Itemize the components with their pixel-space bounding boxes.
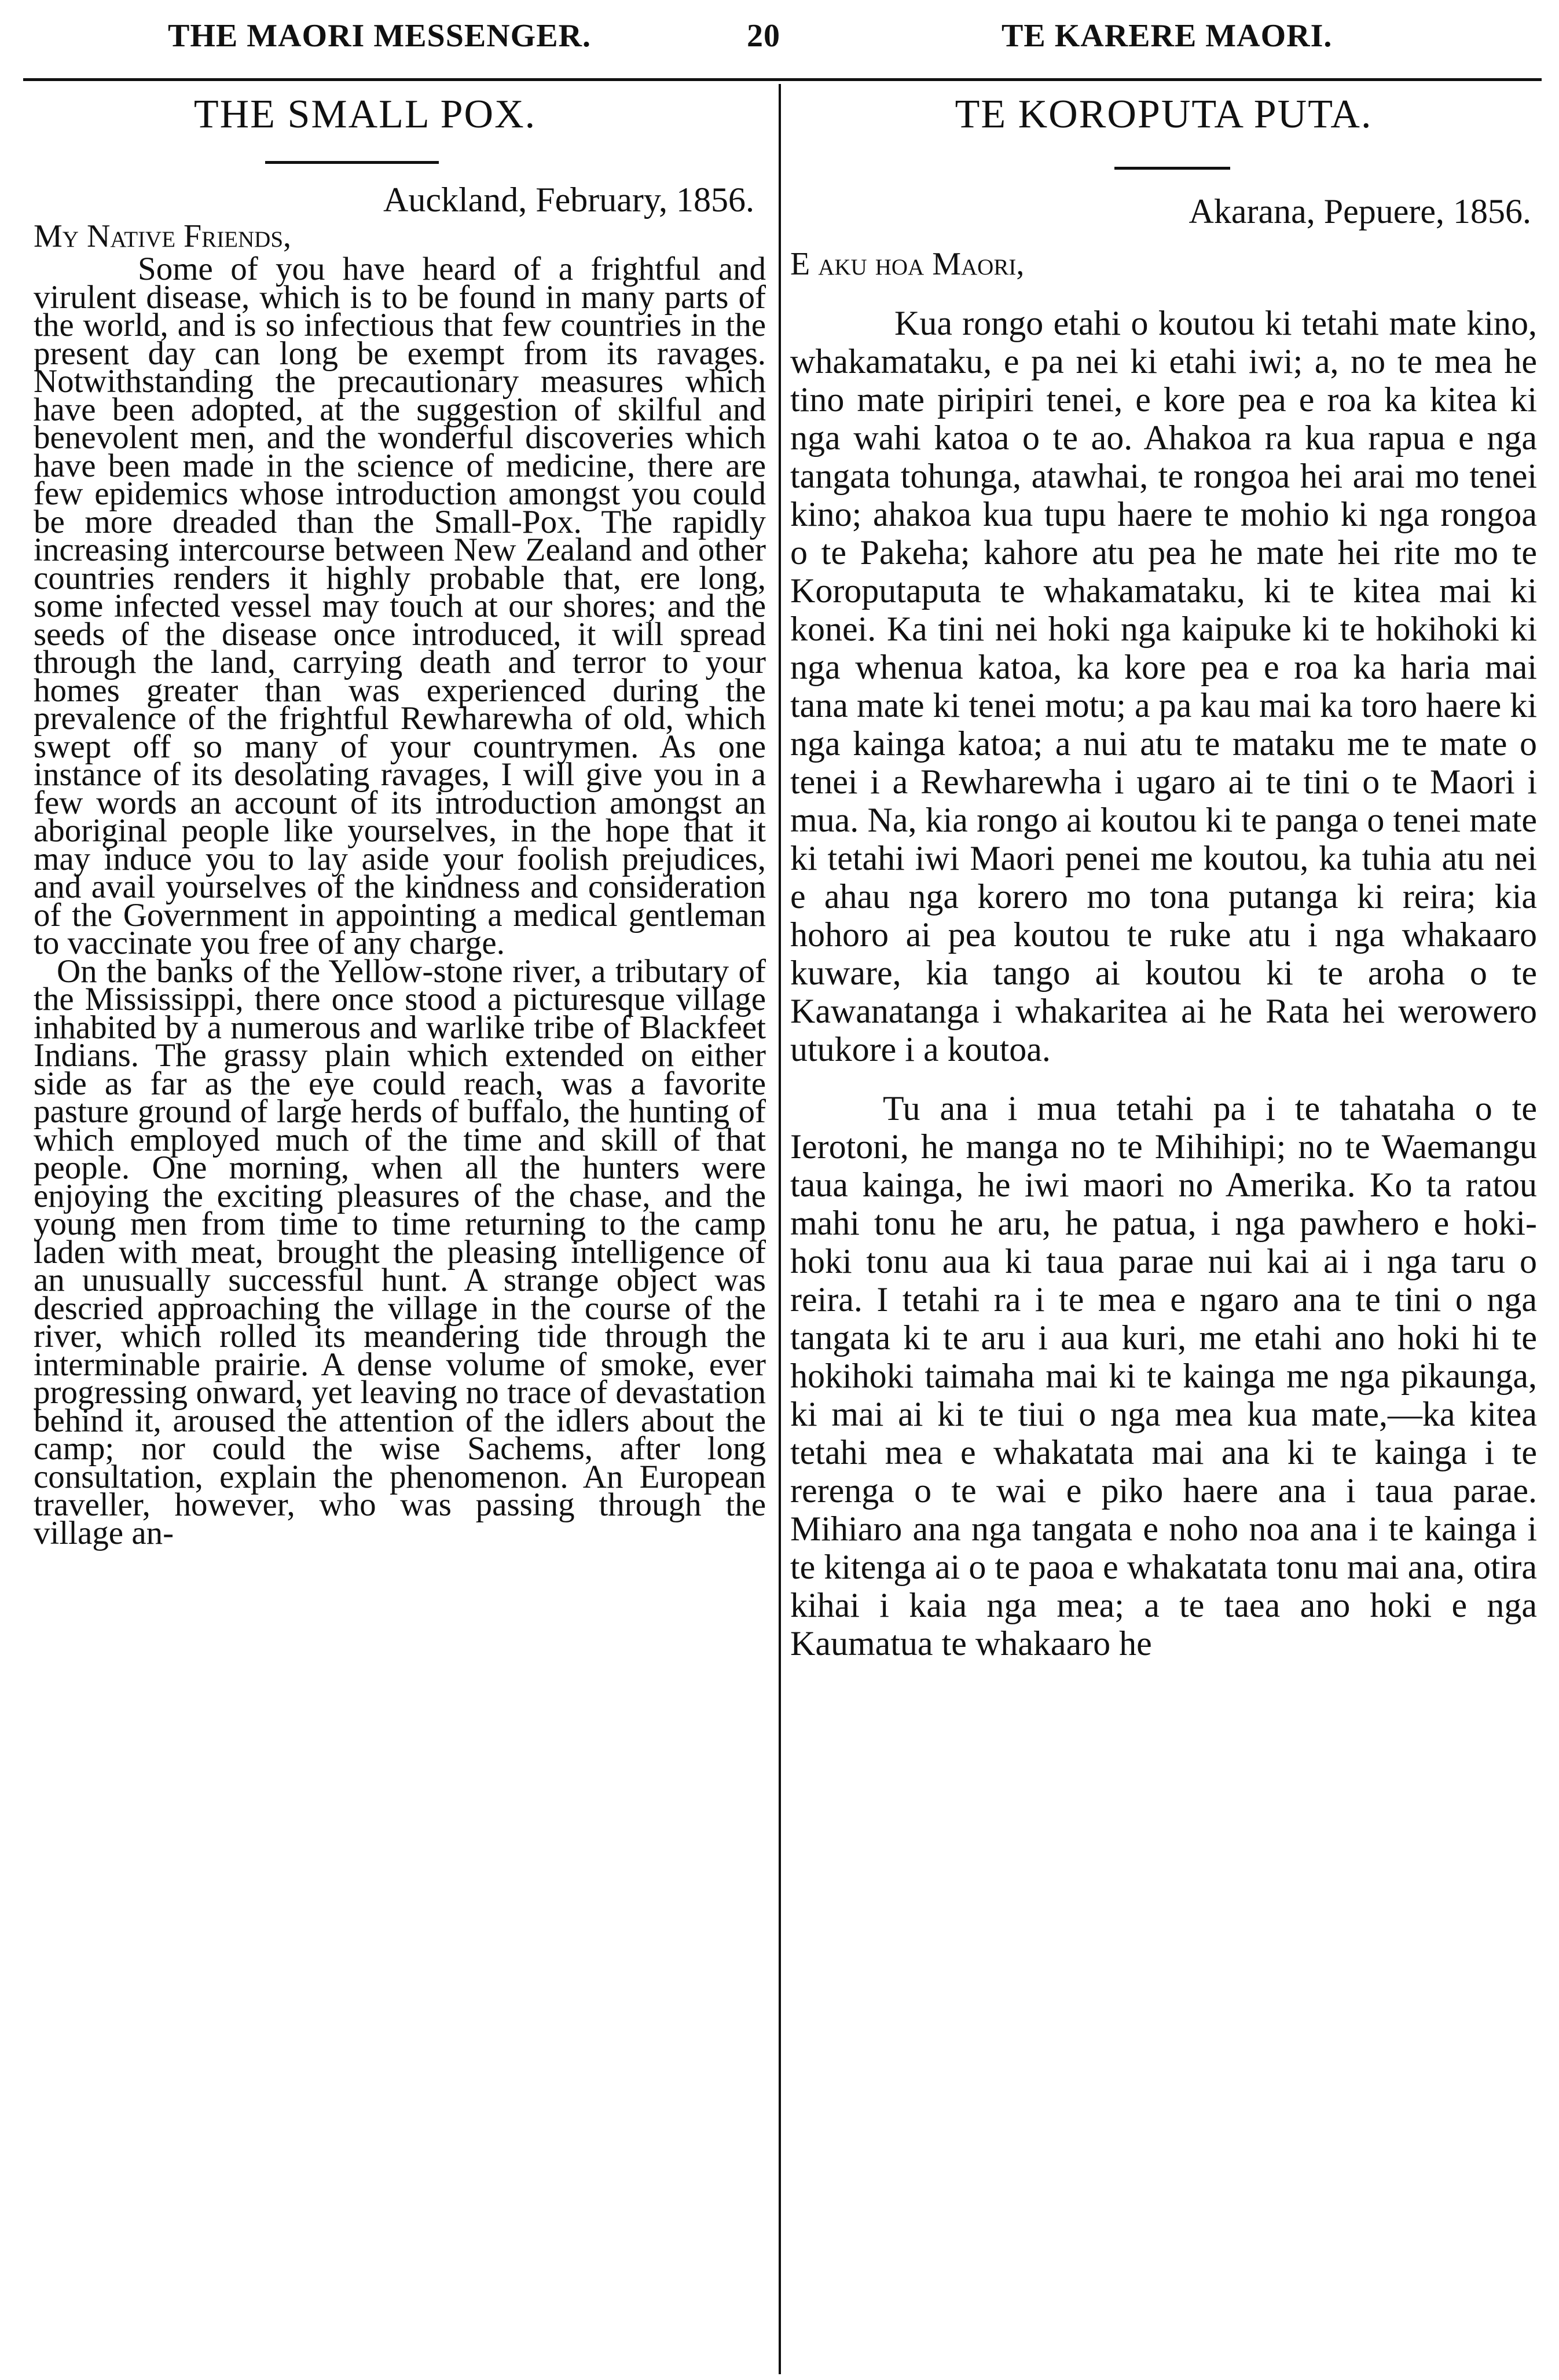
english-column <box>34 87 766 2374</box>
title-rule <box>265 161 439 164</box>
paragraph: Kua rongo etahi o koutou ki tetahi mate kino, whakamataku, e pa nei ki etahi iwi; a, no te mea he tino mate piripiri tenei, e kore pea e roa ka kitea ki nga wahi katoa o te ao. Ahakoa ra kua rapua e nga tangata tohunga, atawhai, te rongoa hei arai mo tenei kino; ahakoa kua tupu haere te mohio ki nga rongoa o te Pakeha; kahore atu pea he mate hei rite mo te Koroputaputa te whakamataku, ki te kitea mai ki konei. Ka tini nei hoki nga kaipuke ki te hokihoki ki nga whenua katoa, ka kore pea e roa ka haria mai tana mate ki tenei motu; a pa kau mai ka toro haere ki nga kainga katoa; a nui atu te mataku me te mate o tenei i a Rewharewha i ugaro ai te tini o te Maori i mua. Na, kia rongo ai koutou ki te panga o tenei mate ki tetahi iwi Maori penei me koutou, ka tuhia atu nei e ahau nga korero mo tona putanga ki reira; kia hohoro ai pea koutou te ruke atu i nga whakaaro kuware, kia tango ai koutou ki te aroha o te Kawanatanga i whakaritea ai he Rata hei werowero utukore i a koutoa. <box>790 304 1537 1068</box>
paragraph: Tu ana i mua tetahi pa i te tahataha o te Ierotoni, he manga no te Mihihipi; no te Waemangu taua kainga, he iwi maori no Amerika. Ko ta ratou mahi tonu he aru, he patua, i nga pawhero e hoki-hoki tonu aua ki taua parae nui kai ai i nga taru o reira. I tetahi ra i te mea e ngaro ana te tini o nga tangata ki te aru i aua kuri, me etahi ano hoki hi te hokihoki taimaha mai ki te kainga me nga pikaunga, ki mai ai ki te tiui o nga mea kua mate,—ka kitea tetahi mea e whakatata mai ana ki te kainga i te rerenga o te wai e piko haere ana i taua parae. Mihiaro ana nga tangata e noho noa ana i te kainga i te kitenga ai o te paoa e whakatata tonu mai ana, otira kihai i kaia nga mea; a te taea ano hoki e nga Kaumatua te whakaaro he <box>790 1089 1537 1663</box>
running-head <box>23 12 1536 69</box>
article-body-english <box>34 251 766 1551</box>
article-title-english: THE SMALL POX. <box>193 92 537 137</box>
masthead-maori: TE KARERE MAORI. <box>1002 18 1333 54</box>
salutation-english: My Native Friends, <box>34 218 292 254</box>
page-number: 20 <box>747 18 780 54</box>
masthead-english: THE MAORI MESSENGER. <box>168 18 591 54</box>
dateline-english: Auckland, February, 1856. <box>383 181 754 219</box>
title-rule <box>1114 167 1230 170</box>
paragraph: Some of you have heard of a frightful and virulent disease, which is to be found in many parts of the world, and is so infectious that few countries in the present day can long be exempt from its ravages. Notwithstanding the precautionary measures which have been adopted, at the suggestion of skilful and benevolent men, and the wonderful discoveries which have been made in the science of medicine, there are few epidemics whose introduction amongst you could be more dreaded than the Small-Pox. The rapidly increasing intercourse between New Zealand and other countries renders it highly probable that, ere long, some infected vessel may touch at our shores; and the seeds of the disease once introduced, it will spread through the land, carrying death and terror to your homes greater than was experienced during the prevalence of the frightful Rewharewha of old, which swept off so many of your countrymen. As one instance of its desolating ravages, I will give you in a few words an account of its introduction amongst an aboriginal people like yourselves, in the hope that it may induce you to lay aside your foolish prejudices, and avail yourselves of the kindness and consideration of the Government in appointing a medical gentleman to vaccinate you free of any charge. <box>34 251 766 961</box>
article-title-maori: TE KOROPUTA PUTA. <box>955 92 1373 137</box>
column-divider <box>779 84 781 2374</box>
salutation-maori: E aku hoa Maori, <box>790 246 1025 282</box>
article-body-maori <box>790 304 1537 1663</box>
paragraph: On the banks of the Yellow-stone river, a tributary of the Mississippi, there once stood a picturesque village inhabited by a numerous and warlike tribe of Blackfeet Indians. The grassy plain which extended on either side as far as the eye could reach, was a favorite pasture ground of large herds of buffalo, the hunting of which employed much of the time and skill of that people. One morning, when all the hunters were enjoying the exciting pleasures of the chase, and the young men from time to time returning to the camp laden with meat, brought the pleasing intelligence of an unusually successful hunt. A strange object was descried approaching the village in the course of the river, which rolled its meandering tide through the interminable prairie. A dense volume of smoke, ever progressing onward, yet leaving no trace of devastation behind it, aroused the attention of the idlers about the camp; nor could the wise Sachems, after long consultation, explain the phenomenon. An European traveller, however, who was passing through the village an- <box>34 953 766 1551</box>
header-rule <box>23 78 1542 81</box>
dateline-maori: Akarana, Pepuere, 1856. <box>1188 192 1531 230</box>
maori-column <box>790 87 1537 2374</box>
